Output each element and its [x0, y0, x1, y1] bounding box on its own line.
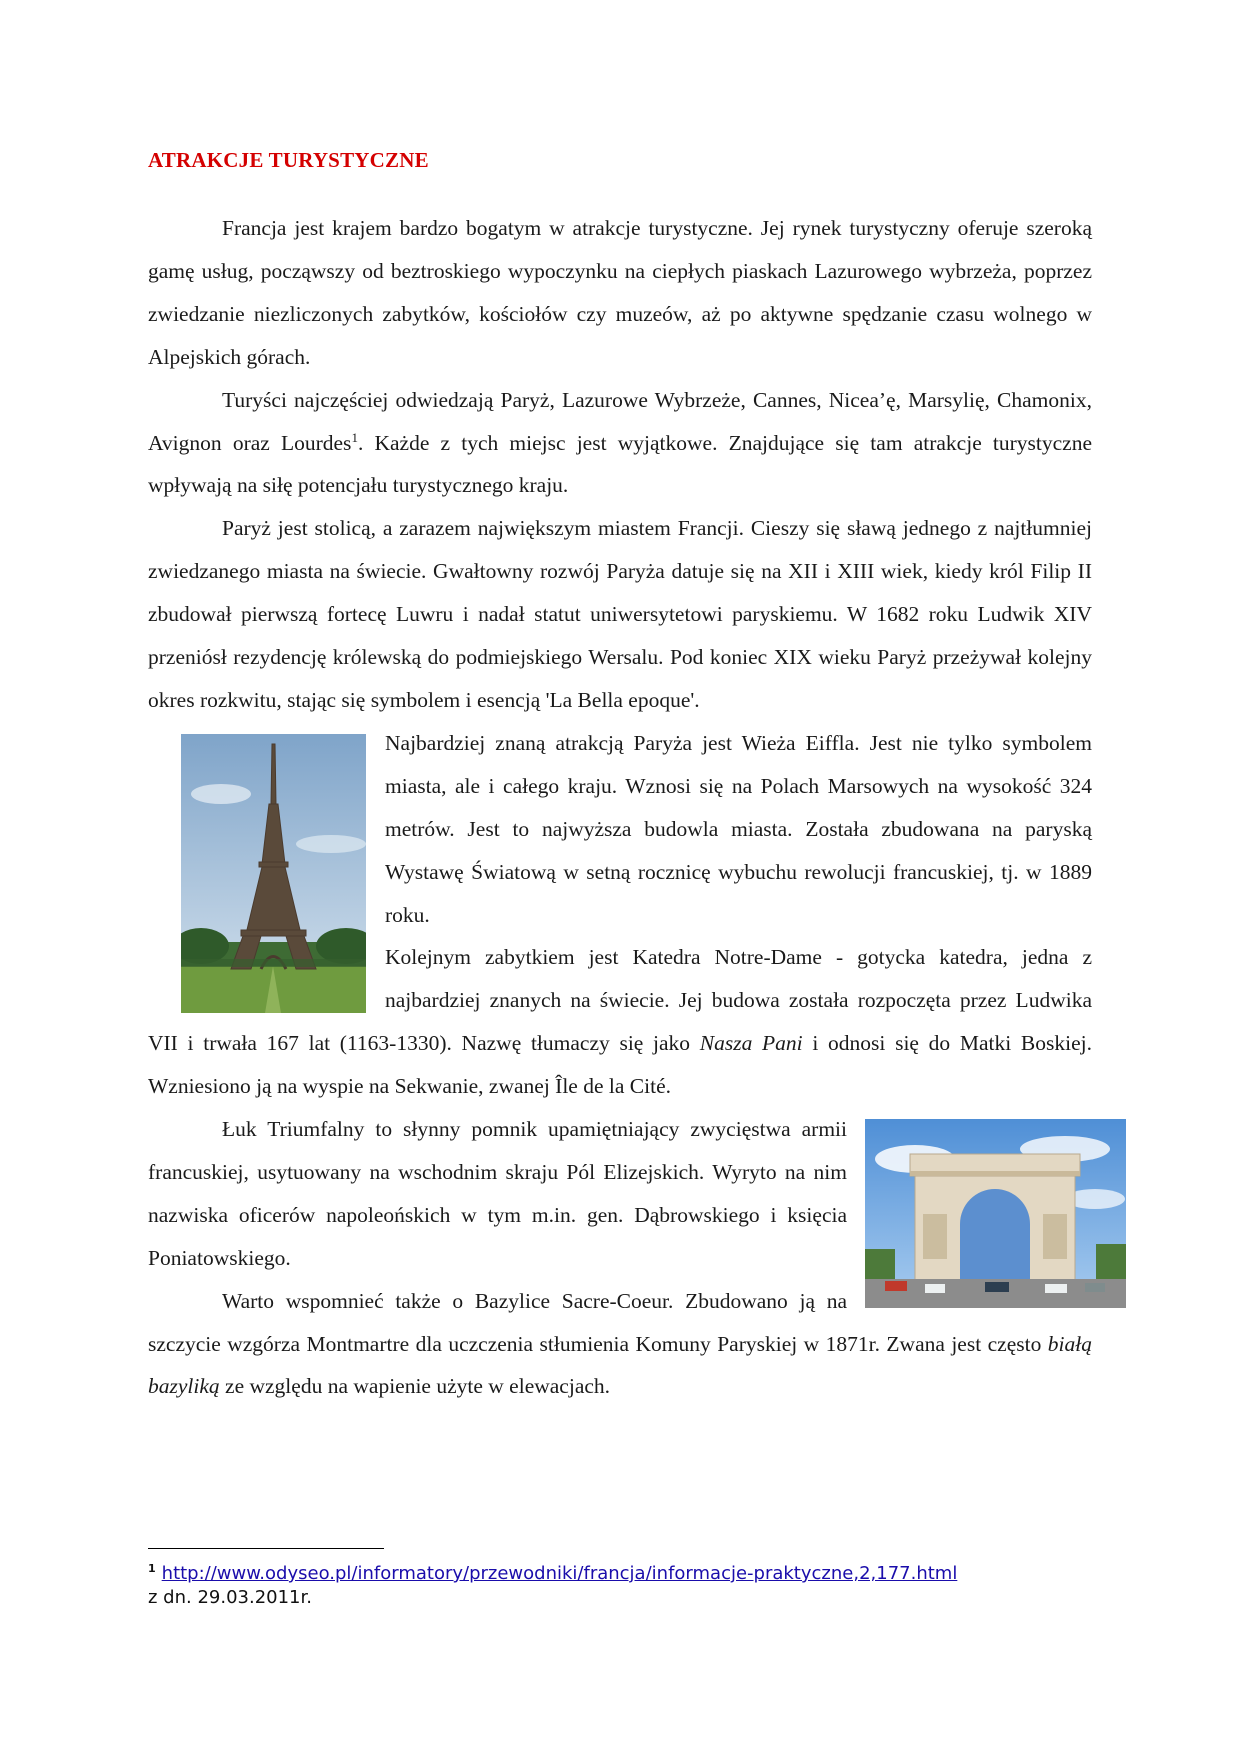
paragraph-notre-dame-italic: Nasza Pani — [699, 1031, 803, 1056]
paragraph-paris-text: Paryż jest stolicą, a zarazem największym miastem Francji. Cieszy się sławą jednego z najtłumniej zwiedzanego miasta na świecie. Gwałtowny rozwój Paryża datuje się na XII i XIII wiek, kiedy król Filip II zbudował pierwszą fortecę Luwru i nadał statut uniwersytetowi paryskiemu. W 1682 roku Ludwik XIV przeniósł rezydencję królewską do podmiejskiego Wersalu. Pod koniec XIX wieku Paryż przeżywał kolejny okres rozkwitu, stając się symbolem i esencją 'La Bella epoque'. — [148, 516, 1092, 712]
paragraph-intro-text: Francja jest krajem bardzo bogatym w atrakcje turystyczne. Jej rynek turystyczny oferuje szeroką gamę usług, począwszy od beztroskiego wypoczynku na ciepłych piaskach Lazurowego wybrzeża, poprzez zwiedzanie niezliczonych zabytków, kościołów czy muzeów, aż po aktywne spędzanie czasu wolnego w Alpejskich górach. — [148, 216, 1092, 369]
footnote-number: 1 — [148, 1562, 156, 1575]
eiffel-tower-photo — [181, 734, 366, 1013]
footnote-line — [148, 1557, 1092, 1586]
arc-de-triomphe-illustration — [865, 1119, 1126, 1308]
paragraph-intro — [148, 207, 1092, 379]
paragraph-destinations-end: . Każde z tych miejsc jest wyjątkowe. Znajdujące się tam atrakcje turystyczne wpływają na siłę potencjału turystycznego kraju. — [148, 430, 1093, 498]
footnote-date: z dn. 29.03.2011r. — [148, 1587, 312, 1608]
page-title: ATRAKCJE TURYSTYCZNE — [148, 148, 429, 172]
document-body — [148, 207, 1092, 1408]
paragraph-paris — [148, 507, 1092, 722]
arc-de-triomphe-photo — [865, 1119, 1126, 1308]
eiffel-tower-illustration — [181, 734, 366, 1013]
document-page — [148, 0, 1092, 1754]
paragraph-destinations — [148, 379, 1092, 508]
footnote-ref[interactable]: 1 — [351, 429, 358, 445]
paragraph-sacre-coeur-end: ze względu na wapienie użyte w elewacjach. — [219, 1374, 611, 1399]
paragraph-arc-text: Łuk Triumfalny to słynny pomnik upamiętniający zwycięstwa armii francuskiej, usytuowany na wschodnim skraju Pól Elizejskich. Wyryto na nim nazwiska oficerów napoleońskich w tym m.in. gen. Dąbrowskiego i księcia Poniatowskiego. — [148, 1117, 847, 1270]
paragraph-notre-dame-end: i odnosi się do Matki Boskiej. Wzniesiono ją na wyspie na Sekwanie, zwanej Île de la Cité. — [148, 1031, 1093, 1099]
paragraph-sacre-coeur-italic: białą bazyliką — [148, 1331, 1092, 1399]
footnotes — [148, 1548, 1092, 1610]
paragraph-sacre-coeur-text: Warto wspomnieć także o Bazylice Sacre-Coeur. Zbudowano ją na szczycie wzgórza Montmartre dla uczczenia stłumienia Komuny Paryskiej w 1871r. Zwana jest często — [148, 1288, 1048, 1356]
footnote-link[interactable]: http://www.odyseo.pl/informatory/przewodniki/francja/informacje-praktyczne,2,177.html — [161, 1563, 958, 1584]
paragraph-notre-dame-text: Kolejnym zabytkiem jest Katedra Notre-Dame - gotycka katedra, jedna z najbardziej znanych na świecie. Jej budowa została rozpoczęta przez Ludwika VII i trwała 167 lat (1163-1330). Nazwę tłumaczy się jako — [148, 945, 1092, 1056]
paragraph-destinations-text: Turyści najczęściej odwiedzają Paryż, Lazurowe Wybrzeże, Cannes, Nicea’ę, Marsylię, Chamonix, Avignon oraz Lourdes — [148, 387, 1092, 455]
paragraph-eiffel-text: Najbardziej znaną atrakcją Paryża jest Wieża Eiffla. Jest nie tylko symbolem miasta, ale i całego kraju. Wznosi się na Polach Marsowych na wysokość 324 metrów. Jest to najwyższa budowla miasta. Została zbudowana na paryską Wystawę Światową w setną rocznicę wybuchu rewolucji francuskiej, tj. w 1889 roku. — [385, 730, 1092, 927]
footnote-separator — [148, 1548, 384, 1549]
